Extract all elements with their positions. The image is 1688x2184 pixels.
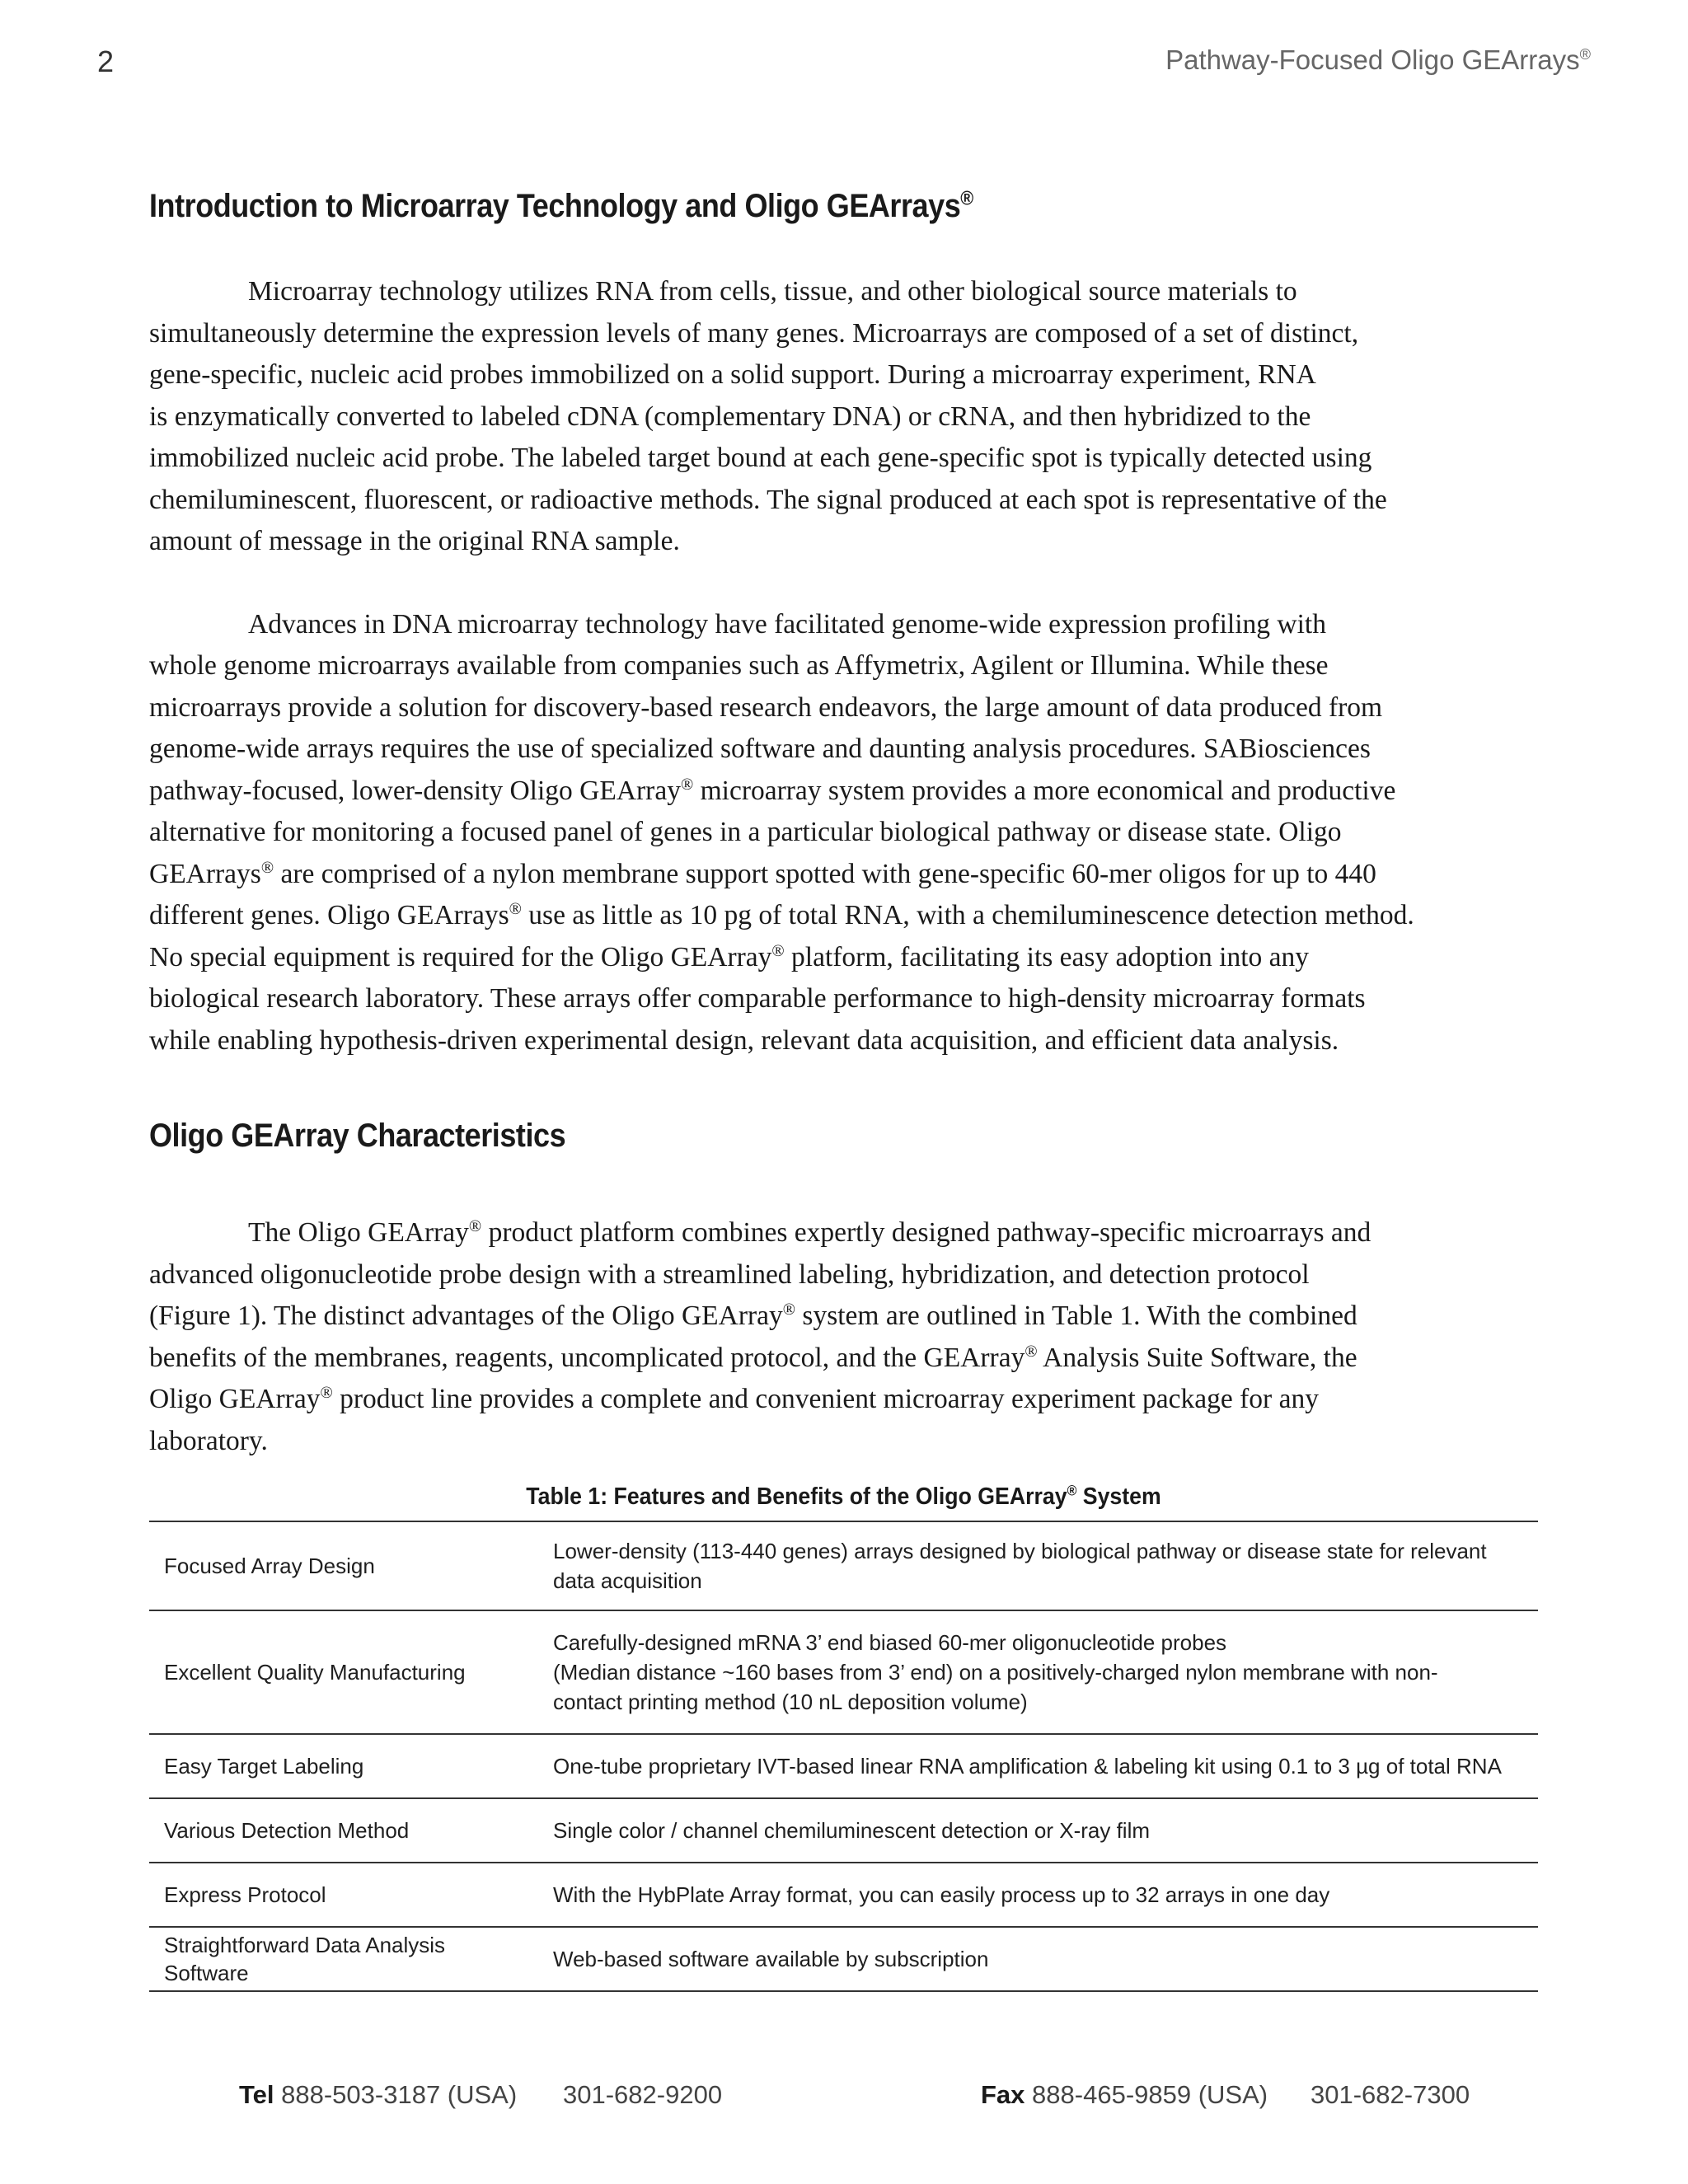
table-row — [149, 1734, 1538, 1798]
text-line: genome-wide arrays requires the use of specialized software and daunting analysis procedures. SABiosciences — [149, 733, 1371, 764]
benefit-line: With the HybPlate Array format, you can easily process up to 32 arrays in one day — [553, 1882, 1330, 1907]
feature-cell: Excellent Quality Manufacturing — [164, 1660, 466, 1685]
feature-cell: Easy Target Labeling — [164, 1754, 364, 1779]
benefit-line: Web-based software available by subscription — [553, 1947, 989, 1971]
features-table — [149, 1521, 1538, 1992]
running-header — [1165, 45, 1591, 76]
paragraph-intro-2 — [149, 604, 1538, 1062]
registered-mark: ® — [960, 187, 973, 210]
text-line: alternative for monitoring a focused panel of genes in a particular biological pathway or disease state. Oligo — [149, 817, 1342, 847]
text-line: is enzymatically converted to labeled cDNA (complementary DNA) or cRNA, and then hybridized to the — [149, 401, 1311, 432]
fax-other: 301-682-7300 — [1311, 2080, 1470, 2109]
text-line: different genes. Oligo GEArrays® use as little as 10 pg of total RNA, with a chemiluminescence detection method. — [149, 899, 1414, 930]
page-number: 2 — [97, 45, 115, 78]
benefit-line: (Median distance ~160 bases from 3’ end) on a positively-charged nylon membrane with non- — [553, 1660, 1438, 1685]
benefit-cell — [538, 1610, 1538, 1734]
text-line: whole genome microarrays available from companies such as Affymetrix, Agilent or Illumina. While these — [149, 650, 1329, 681]
benefit-cell — [538, 1798, 1538, 1863]
footer-fax — [981, 2080, 1268, 2110]
benefit-line: Single color / channel chemiluminescent detection or X-ray film — [553, 1818, 1151, 1843]
table-caption: Table 1: Features and Benefits of the Oligo GEArray® System — [526, 1482, 1161, 1510]
text-line: while enabling hypothesis-driven experimental design, relevant data acquisition, and efficient data analysis. — [149, 1024, 1339, 1056]
text-line: Advances in DNA microarray technology have facilitated genome-wide expression profiling with — [248, 608, 1326, 640]
table-row — [149, 1927, 1538, 1991]
text-line: Microarray technology utilizes RNA from cells, tissue, and other biological source materials to — [248, 276, 1297, 307]
table-row — [149, 1863, 1538, 1927]
text-line: (Figure 1). The distinct advantages of the Oligo GEArray® system are outlined in Table 1. With the combined — [149, 1300, 1357, 1331]
tel-label: Tel — [239, 2080, 274, 2109]
table-row — [149, 1798, 1538, 1863]
text-line: immobilized nucleic acid probe. The labeled target bound at each gene-specific spot is typically detected using — [149, 443, 1372, 473]
tel-usa: 888-503-3187 (USA) — [281, 2080, 518, 2109]
benefit-line: One-tube proprietary IVT-based linear RNA amplification & labeling kit using 0.1 to 3 µg of total RNA — [553, 1754, 1502, 1779]
text-line: Oligo GEArray® product line provides a complete and convenient microarray experiment package for any — [149, 1383, 1319, 1414]
benefit-cell — [538, 1927, 1538, 1991]
tel-other: 301-682-9200 — [563, 2080, 723, 2109]
running-header-title: Pathway-Focused Oligo GEArrays — [1165, 45, 1580, 75]
text-line: benefits of the membranes, reagents, uncomplicated protocol, and the GEArray® Analysis Suite Software, the — [149, 1342, 1357, 1373]
feature-cell: Various Detection Method — [164, 1818, 410, 1843]
text-line: gene-specific, nucleic acid probes immobilized on a solid support. During a microarray experiment, RNA — [149, 359, 1316, 390]
paragraph-intro-1 — [149, 271, 1538, 563]
text-line: microarrays provide a solution for discovery-based research endeavors, the large amount of data produced from — [149, 691, 1383, 723]
table-row — [149, 1610, 1538, 1734]
feature-cell: Focused Array Design — [164, 1554, 375, 1578]
benefit-cell — [538, 1863, 1538, 1927]
footer-tel — [239, 2080, 517, 2110]
feature-cell: Straightforward Data Analysis Software — [164, 1933, 446, 1985]
text-line: biological research laboratory. These arrays offer comparable performance to high-density microarray formats — [149, 983, 1366, 1014]
paragraph-characteristics — [149, 1212, 1538, 1462]
text-line: GEArrays® are comprised of a nylon membrane support spotted with gene-specific 60-mer oligos for up to 440 — [149, 858, 1376, 889]
fax-usa: 888-465-9859 (USA) — [1032, 2080, 1268, 2109]
text-line: The Oligo GEArray® product platform combines expertly designed pathway-specific microarrays and — [248, 1216, 1372, 1248]
text-line: simultaneously determine the expression levels of many genes. Microarrays are composed of a set of distinct, — [149, 317, 1359, 349]
page-content — [149, 188, 1538, 1992]
fax-label: Fax — [981, 2080, 1025, 2109]
section-title-introduction — [149, 188, 1536, 225]
benefit-cell — [538, 1734, 1538, 1798]
benefit-cell — [538, 1521, 1538, 1610]
feature-cell: Express Protocol — [164, 1882, 326, 1907]
section-title-characteristics: Oligo GEArray Characteristics — [149, 1118, 566, 1154]
text-line: advanced oligonucleotide probe design with a streamlined labeling, hybridization, and detection protocol — [149, 1258, 1310, 1290]
benefit-line: Carefully-designed mRNA 3’ end biased 60-mer oligonucleotide probes — [553, 1630, 1227, 1655]
text-line: chemiluminescent, fluorescent, or radioactive methods. The signal produced at each spot is representative of the — [149, 484, 1387, 515]
text-line: No special equipment is required for the Oligo GEArray® platform, facilitating its easy adoption into any — [149, 941, 1310, 972]
table-row — [149, 1521, 1538, 1610]
registered-mark: ® — [1579, 46, 1591, 63]
benefit-line: Lower-density (113-440 genes) arrays designed by biological pathway or disease state for relevant — [553, 1539, 1487, 1563]
section-title-text: Introduction to Microarray Technology and Oligo GEArrays — [149, 188, 961, 224]
benefit-line: data acquisition — [553, 1568, 702, 1593]
text-line: pathway-focused, lower-density Oligo GEArray® microarray system provides a more economical and productive — [149, 775, 1396, 806]
text-line: amount of message in the original RNA sample. — [149, 526, 680, 556]
text-line: laboratory. — [149, 1425, 268, 1456]
benefit-line: contact printing method (10 nL deposition volume) — [553, 1690, 1028, 1714]
